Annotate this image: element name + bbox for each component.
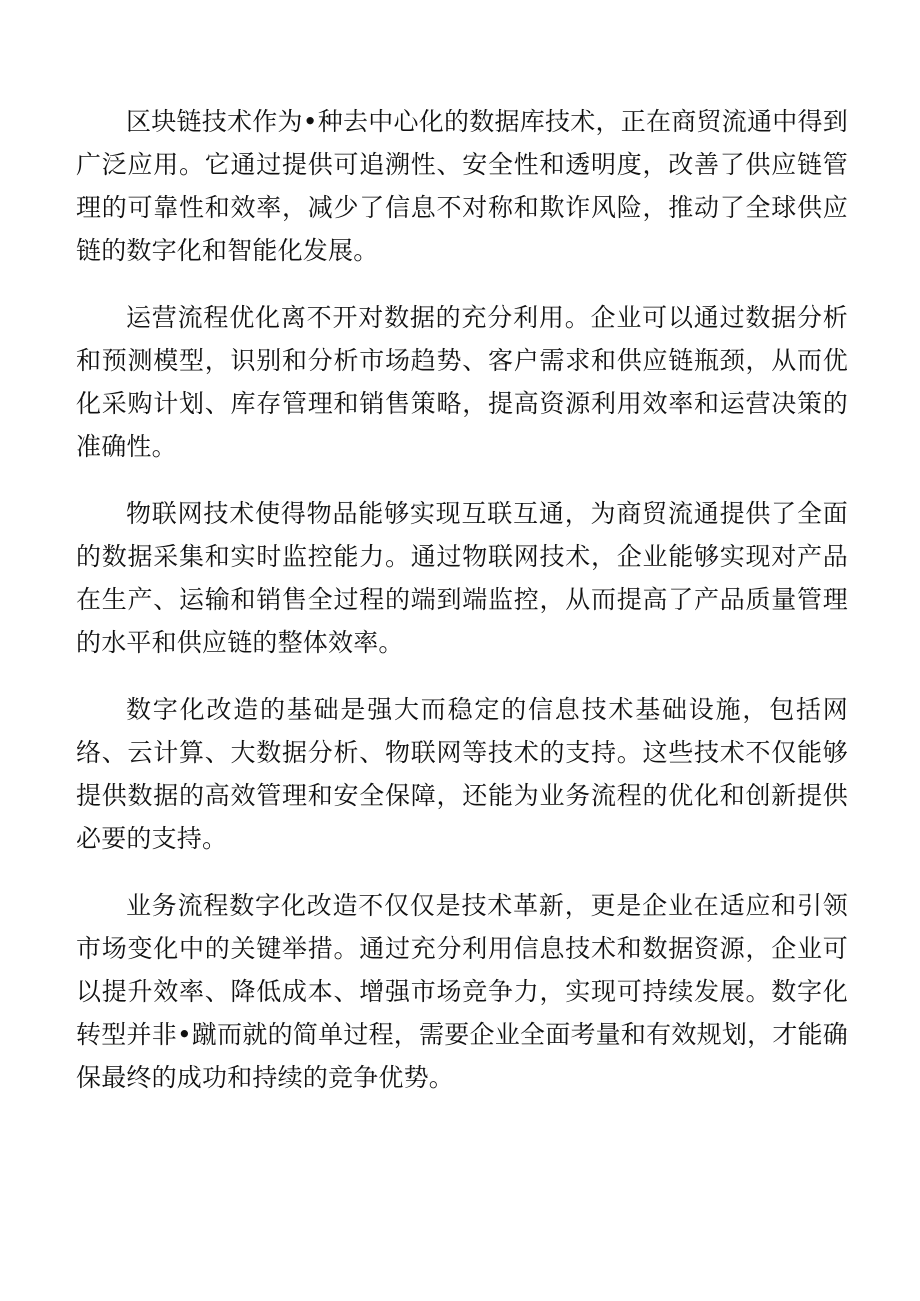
paragraph-operations-optimization: 运营流程优化离不开对数据的充分利用。企业可以通过数据分析和预测模型，识别和分析市场趋势、客户需求和供应链瓶颈，从而优化采购计划、库存管理和销售策略，提高资源利用效率和运营决策的准确性。 [76, 303, 848, 461]
paragraph-infrastructure: 数字化改造的基础是强大而稳定的信息技术基础设施，包括网络、云计算、大数据分析、物联网等技术的支持。这些技术不仅能够提供数据的高效管理和安全保障，还能为业务流程的优化和创新提供必要的支持。 [76, 695, 848, 853]
paragraph-iot: 物联网技术使得物品能够实现互联互通，为商贸流通提供了全面的数据采集和实时监控能力。通过物联网技术，企业能够实现对产品在生产、运输和销售全过程的端到端监控，从而提高了产品质量管理的水平和供应链的整体效率。 [76, 499, 848, 657]
paragraph-digital-transformation: 业务流程数字化改造不仅仅是技术革新，更是企业在适应和引领市场变化中的关键举措。通过充分利用信息技术和数据资源，企业可以提升效率、降低成本、增强市场竞争力，实现可持续发展。数字化转型并非•蹴而就的简单过程，需要企业全面考量和有效规划，才能确保最终的成功和持续的竞争优势。 [76, 891, 848, 1092]
paragraph-blockchain: 区块链技术作为•种去中心化的数据库技术，正在商贸流通中得到广泛应用。它通过提供可追溯性、安全性和透明度，改善了供应链管理的可靠性和效率，减少了信息不对称和欺诈风险，推动了全球供应链的数字化和智能化发展。 [76, 107, 848, 265]
document-body [76, 100, 848, 1123]
